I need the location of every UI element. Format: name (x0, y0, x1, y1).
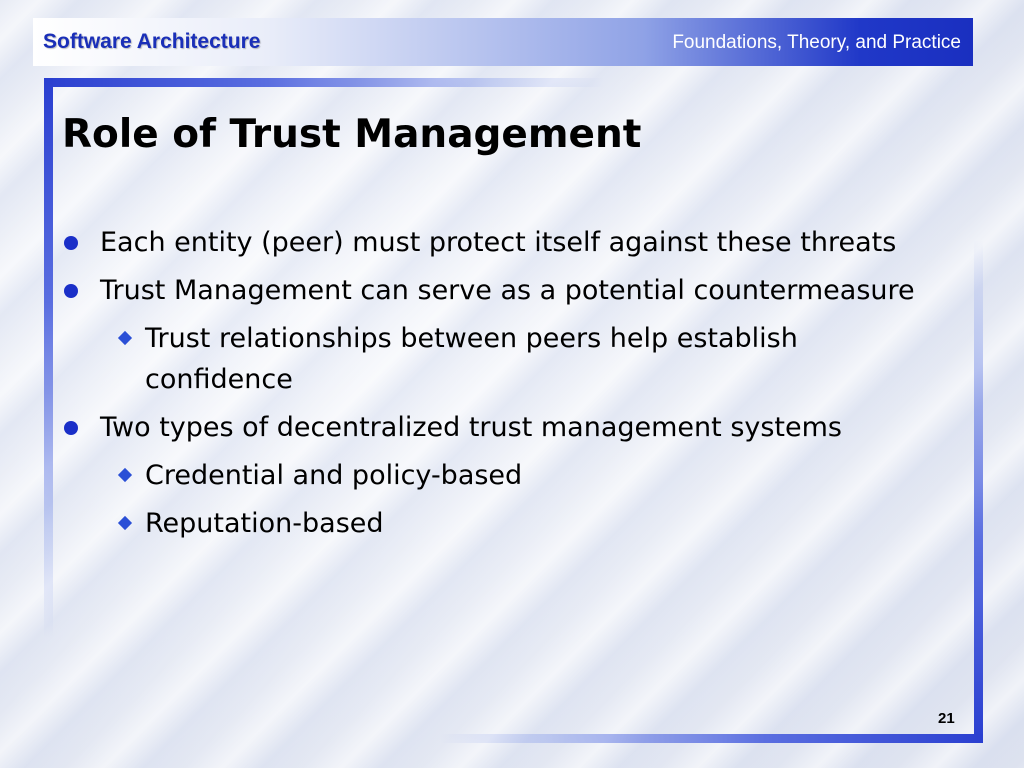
diamond-bullet-icon (118, 331, 132, 345)
sub-bullet-text: Credential and policy-based (145, 460, 523, 491)
diamond-bullet-icon (118, 516, 132, 530)
frame-left-line (44, 78, 53, 638)
slide-header (33, 18, 973, 66)
frame-top-line (44, 78, 604, 87)
bullet-dot-icon (64, 284, 78, 298)
bullet-item (62, 270, 942, 311)
slide-title: Role of Trust Management (62, 112, 642, 157)
bullet-dot-icon (64, 421, 78, 435)
course-title: Software Architecture (43, 30, 261, 53)
sub-bullet-text: Reputation-based (145, 508, 384, 539)
bullet-item (62, 222, 942, 263)
bullet-text: Two types of decentralized trust management systems (100, 412, 842, 443)
sub-bullet-item (62, 455, 942, 496)
diamond-bullet-icon (118, 468, 132, 482)
bullet-text: Trust Management can serve as a potential countermeasure (100, 275, 915, 306)
bullet-dot-icon (64, 236, 78, 250)
sub-bullet-text: Trust relationships between peers help establish confidence (145, 323, 798, 395)
sub-bullet-item (62, 318, 942, 400)
bullet-text: Each entity (peer) must protect itself against these threats (100, 227, 897, 258)
course-subtitle: Foundations, Theory, and Practice (672, 32, 961, 53)
bullet-item (62, 407, 942, 448)
sub-bullet-item (62, 503, 942, 544)
frame-bottom-line (440, 734, 983, 743)
frame-right-line (974, 240, 983, 743)
slide-content (62, 222, 942, 551)
page-number: 21 (938, 710, 955, 727)
